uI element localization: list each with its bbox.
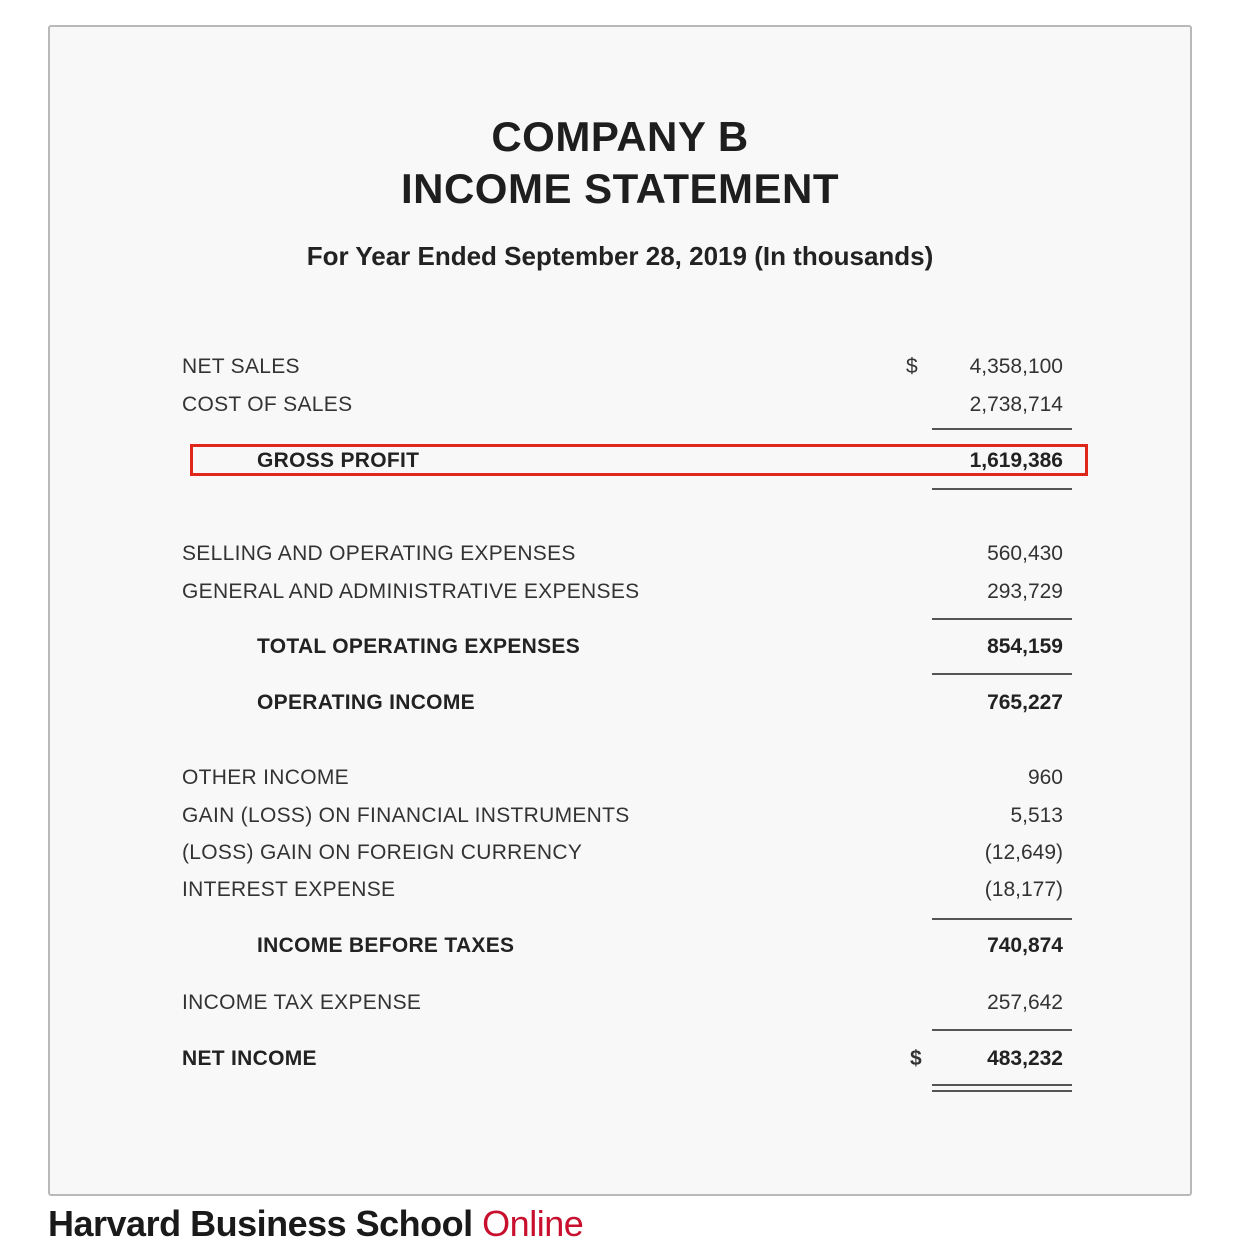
currency-symbol: $ — [910, 1047, 922, 1070]
subtotal-rule — [932, 618, 1072, 620]
row-value: (12,649) — [984, 841, 1063, 864]
brand-suffix: Online — [482, 1203, 584, 1244]
currency-symbol: $ — [906, 355, 918, 378]
row-value: 257,642 — [987, 991, 1063, 1014]
gross-profit-highlight-box — [190, 444, 1088, 476]
row-selling-operating-expenses — [50, 542, 1190, 572]
row-operating-income — [50, 691, 1190, 721]
row-value: (18,177) — [984, 878, 1063, 901]
statement-title: INCOME STATEMENT — [400, 165, 840, 212]
row-general-admin-expenses — [50, 580, 1190, 610]
company-name: COMPANY B — [491, 113, 749, 160]
statement-subtitle: For Year Ended September 28, 2019 (In thousands) — [306, 241, 934, 271]
row-label: SELLING AND OPERATING EXPENSES — [182, 542, 576, 565]
row-value: 740,874 — [987, 934, 1063, 957]
row-value: 854,159 — [987, 635, 1063, 658]
row-label: INCOME TAX EXPENSE — [182, 991, 422, 1014]
row-net-sales — [50, 355, 1190, 385]
row-value: 483,232 — [987, 1047, 1063, 1070]
row-cost-of-sales — [50, 393, 1190, 423]
row-label: GENERAL AND ADMINISTRATIVE EXPENSES — [182, 580, 640, 603]
row-value: 765,227 — [987, 691, 1063, 714]
subtotal-rule — [932, 428, 1072, 430]
row-value: 960 — [1027, 766, 1063, 789]
row-value: 560,430 — [987, 542, 1063, 565]
row-label: GROSS PROFIT — [257, 449, 420, 472]
row-gain-financial-instruments — [50, 804, 1190, 834]
row-interest-expense — [50, 878, 1190, 908]
row-value: 5,513 — [1010, 804, 1063, 827]
row-net-income — [50, 1047, 1190, 1077]
row-label: TOTAL OPERATING EXPENSES — [257, 635, 581, 658]
total-rule — [932, 488, 1072, 490]
row-label: NET INCOME — [182, 1047, 317, 1070]
row-label: (LOSS) GAIN ON FOREIGN CURRENCY — [182, 841, 583, 864]
row-label: INCOME BEFORE TAXES — [257, 934, 515, 957]
row-loss-foreign-currency — [50, 841, 1190, 871]
row-label: GAIN (LOSS) ON FINANCIAL INSTRUMENTS — [182, 804, 630, 827]
row-value: 1,619,386 — [969, 449, 1063, 472]
income-statement-card — [48, 25, 1192, 1196]
row-label: OTHER INCOME — [182, 766, 349, 789]
subtotal-rule — [932, 673, 1072, 675]
row-value: 293,729 — [987, 580, 1063, 603]
subtotal-rule — [932, 1029, 1072, 1031]
brand-name: Harvard Business School — [48, 1203, 473, 1244]
row-label: OPERATING INCOME — [257, 691, 475, 714]
row-label: NET SALES — [182, 355, 300, 378]
row-value: 4,358,100 — [969, 355, 1063, 378]
row-income-before-taxes — [50, 934, 1190, 964]
subtotal-rule — [932, 918, 1072, 920]
row-label: INTEREST EXPENSE — [182, 878, 396, 901]
row-other-income — [50, 766, 1190, 796]
row-label: COST OF SALES — [182, 393, 353, 416]
row-income-tax-expense — [50, 991, 1190, 1021]
row-total-operating-expenses — [50, 635, 1190, 665]
hbs-online-logo — [48, 1203, 583, 1245]
double-total-rule — [932, 1084, 1072, 1092]
row-value: 2,738,714 — [969, 393, 1063, 416]
